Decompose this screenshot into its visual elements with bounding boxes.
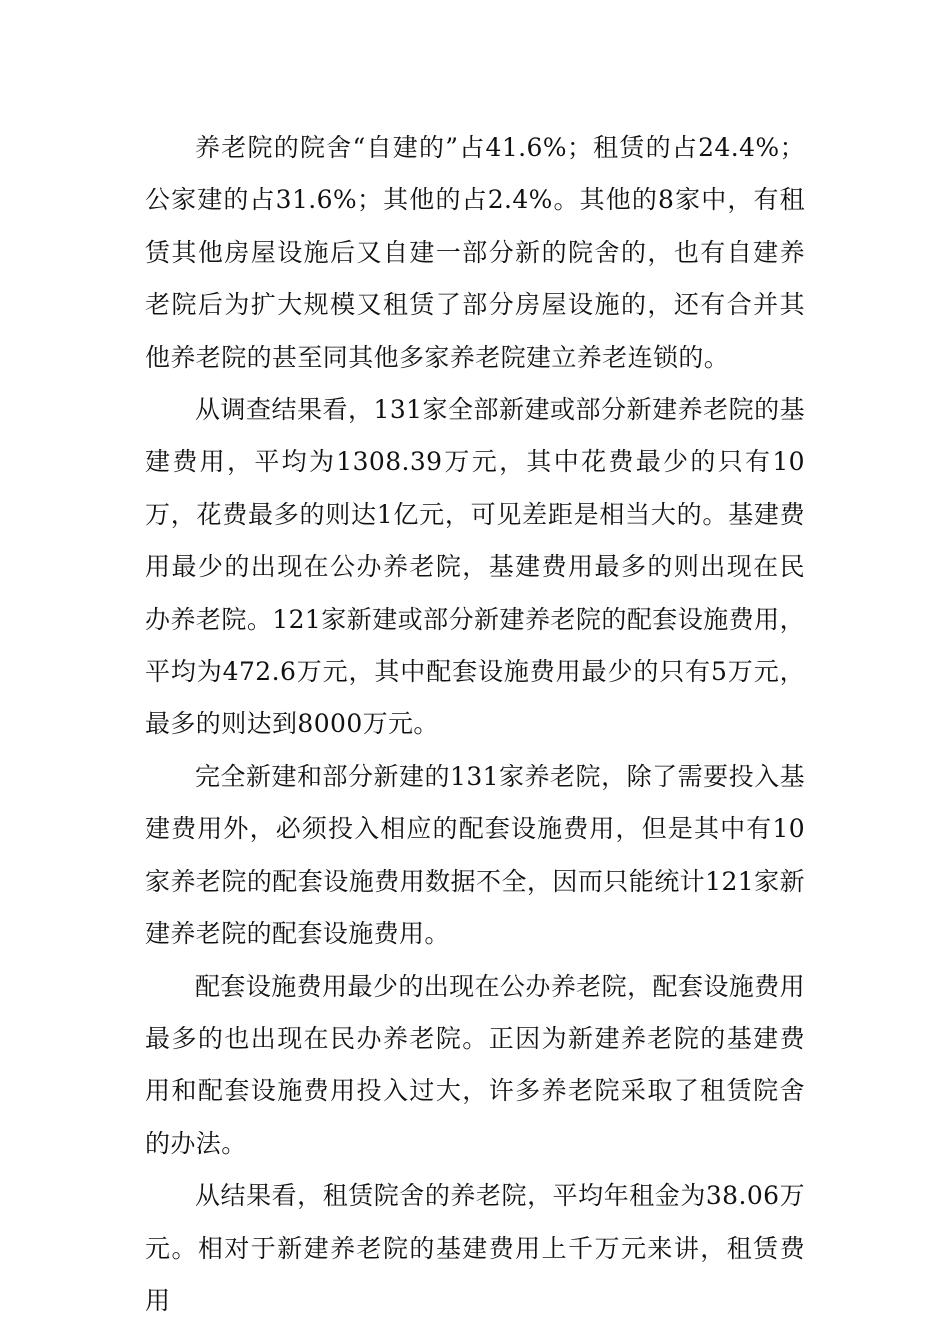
paragraph-cost-extremes: 配套设施费用最少的出现在公办养老院，配套设施费用最多的也出现在民办养老院。正因为新建养老院的基建费用和配套设施费用投入过大，许多养老院采取了租赁院舍的办法。	[145, 971, 805, 1158]
paragraph-ownership: 养老院的院舍“自建的”占41.6%；租赁的占24.4%；公家建的占31.6%；其他的占2.4%。其他的8家中，有租赁其他房屋设施后又自建一部分新的院舍的，也有自建养老院后为扩大规模又租赁了部分房屋设施的，还有合并其他养老院的甚至同其他多家养老院建立养老连锁的。	[145, 133, 805, 372]
document-body	[145, 122, 805, 1327]
paragraph-construction-cost: 从调查结果看，131家全部新建或部分新建养老院的基建费用，平均为1308.39万元，其中花费最少的只有10万，花费最多的则达1亿元，可见差距是相当大的。基建费用最少的出现在公办养老院，基建费用最多的则出现在民办养老院。121家新建或部分新建养老院的配套设施费用，平均为472.6万元，其中配套设施费用最少的只有5万元，最多的则达到8000万元。	[145, 395, 805, 739]
paragraph-facility-cost: 完全新建和部分新建的131家养老院，除了需要投入基建费用外，必须投入相应的配套设施费用，但是其中有10家养老院的配套设施费用数据不全，因而只能统计121家新建养老院的配套设施费用。	[145, 761, 805, 949]
paragraph-rent: 从结果看，租赁院舍的养老院，平均年租金为38.06万元。相对于新建养老院的基建费用上千万元来讲，租赁费用	[145, 1181, 805, 1315]
